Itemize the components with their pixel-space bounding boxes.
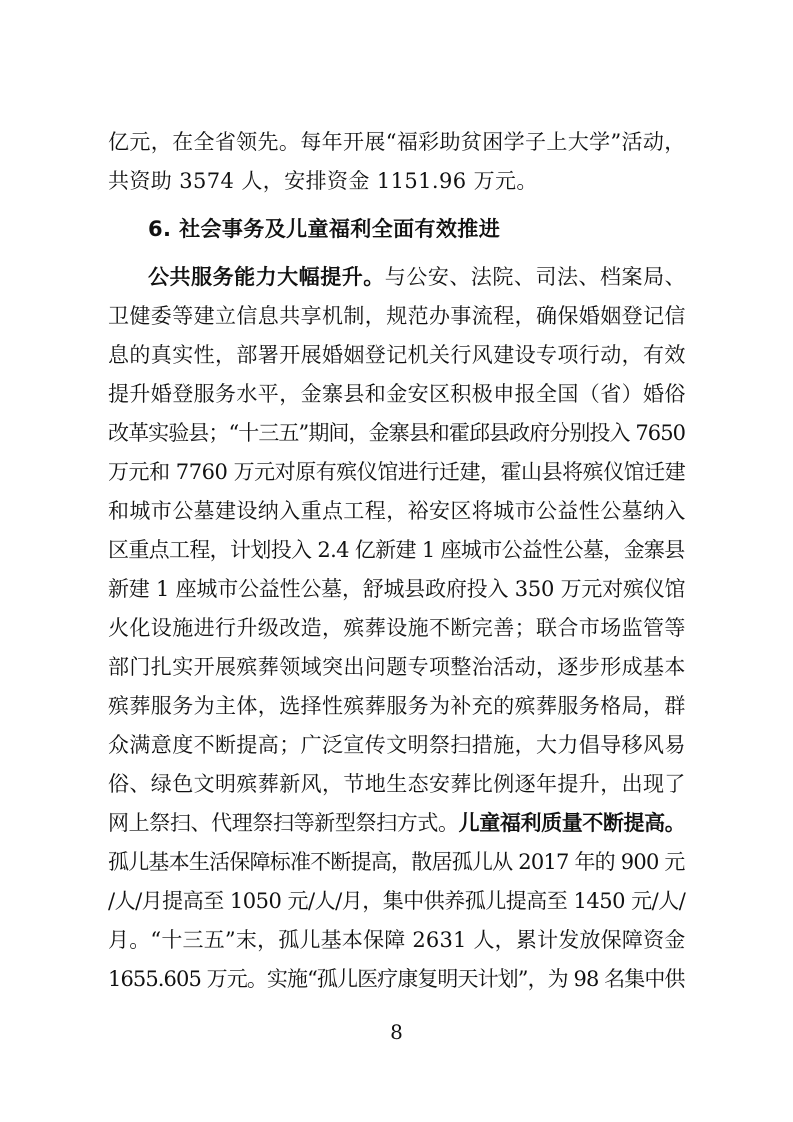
text-line bbox=[108, 378, 686, 410]
text-segment: 息的真实性，部署开展婚姻登记机关行风建设专项行动，有效 bbox=[108, 343, 686, 367]
text-line bbox=[108, 690, 686, 722]
text-segment: 众满意度不断提高；广泛宣传文明祭扫措施，大力倡导移风易 bbox=[108, 733, 686, 757]
text-segment: 部门扎实开展殡葬领域突出问题专项整治活动，逐步形成基本 bbox=[108, 655, 686, 679]
text-line bbox=[108, 924, 685, 956]
bold-phrase: 6. 社会事务及儿童福利全面有效推进 bbox=[148, 217, 501, 241]
text-line bbox=[108, 300, 686, 332]
text-line bbox=[108, 768, 686, 800]
text-line bbox=[108, 651, 686, 683]
text-segment: 改革实验县；“十三五”期间，金寨县和霍邱县政府分别投入 7650 bbox=[108, 421, 686, 445]
text-segment: 月。“十三五”末，孤儿基本保障 2631 人，累计发放保障资金 bbox=[108, 928, 686, 952]
text-segment: 共资助 3574 人，安排资金 1151.96 万元。 bbox=[108, 169, 538, 193]
text-line bbox=[148, 261, 686, 293]
text-line bbox=[108, 165, 538, 197]
text-segment: 殡葬服务为主体，选择性殡葬服务为补充的殡葬服务格局，群 bbox=[108, 694, 686, 718]
text-line bbox=[108, 729, 686, 761]
text-segment: 1655.605 万元。实施“孤儿医疗康复明天计划”，为 98 名集中供 bbox=[108, 967, 685, 991]
text-line bbox=[108, 339, 686, 371]
section-heading bbox=[148, 213, 500, 245]
bold-phrase: 儿童福利质量不断提高。 bbox=[458, 811, 686, 835]
text-line bbox=[108, 846, 685, 878]
text-segment: 提升婚登服务水平，金寨县和金安区积极申报全国（省）婚俗 bbox=[108, 382, 686, 406]
text-line bbox=[108, 807, 685, 839]
text-segment: 亿元，在全省领先。每年开展“福彩助贫困学子上大学”活动， bbox=[108, 130, 686, 154]
text-line bbox=[108, 612, 686, 644]
page-number: 8 bbox=[390, 1020, 403, 1044]
text-segment: 区重点工程，计划投入 2.4 亿新建 1 座城市公益性公墓，金寨县 bbox=[108, 538, 685, 562]
text-line bbox=[108, 417, 685, 449]
text-line bbox=[108, 126, 686, 158]
text-segment: 与公安、法院、司法、档案局、 bbox=[384, 265, 687, 289]
text-segment: /人/月提高至 1050 元/人/月，集中供养孤儿提高至 1450 元/人/ bbox=[108, 889, 686, 913]
text-line bbox=[108, 573, 685, 605]
text-segment: 俗、绿色文明殡葬新风，节地生态安葬比例逐年提升，出现了 bbox=[108, 772, 686, 796]
bold-phrase: 公共服务能力大幅提升。 bbox=[148, 265, 385, 289]
text-segment: 火化设施进行升级改造，殡葬设施不断完善；联合市场监管等 bbox=[108, 616, 686, 640]
text-segment: 孤儿基本生活保障标准不断提高，散居孤儿从 2017 年的 900 元 bbox=[108, 850, 685, 874]
text-line bbox=[108, 963, 685, 995]
text-segment: 和城市公墓建设纳入重点工程，裕安区将城市公益性公墓纳入 bbox=[108, 499, 686, 523]
text-line bbox=[108, 885, 685, 917]
text-segment: 网上祭扫、代理祭扫等新型祭扫方式。 bbox=[108, 811, 459, 835]
text-segment: 卫健委等建立信息共享机制，规范办事流程，确保婚姻登记信 bbox=[108, 304, 686, 328]
text-segment: 新建 1 座城市公益性公墓，舒城县政府投入 350 万元对殡仪馆 bbox=[108, 577, 686, 601]
text-line bbox=[108, 534, 685, 566]
text-line bbox=[108, 495, 686, 527]
text-segment: 万元和 7760 万元对原有殡仪馆进行迁建，霍山县将殡仪馆迁建 bbox=[108, 460, 686, 484]
text-line bbox=[108, 456, 685, 488]
